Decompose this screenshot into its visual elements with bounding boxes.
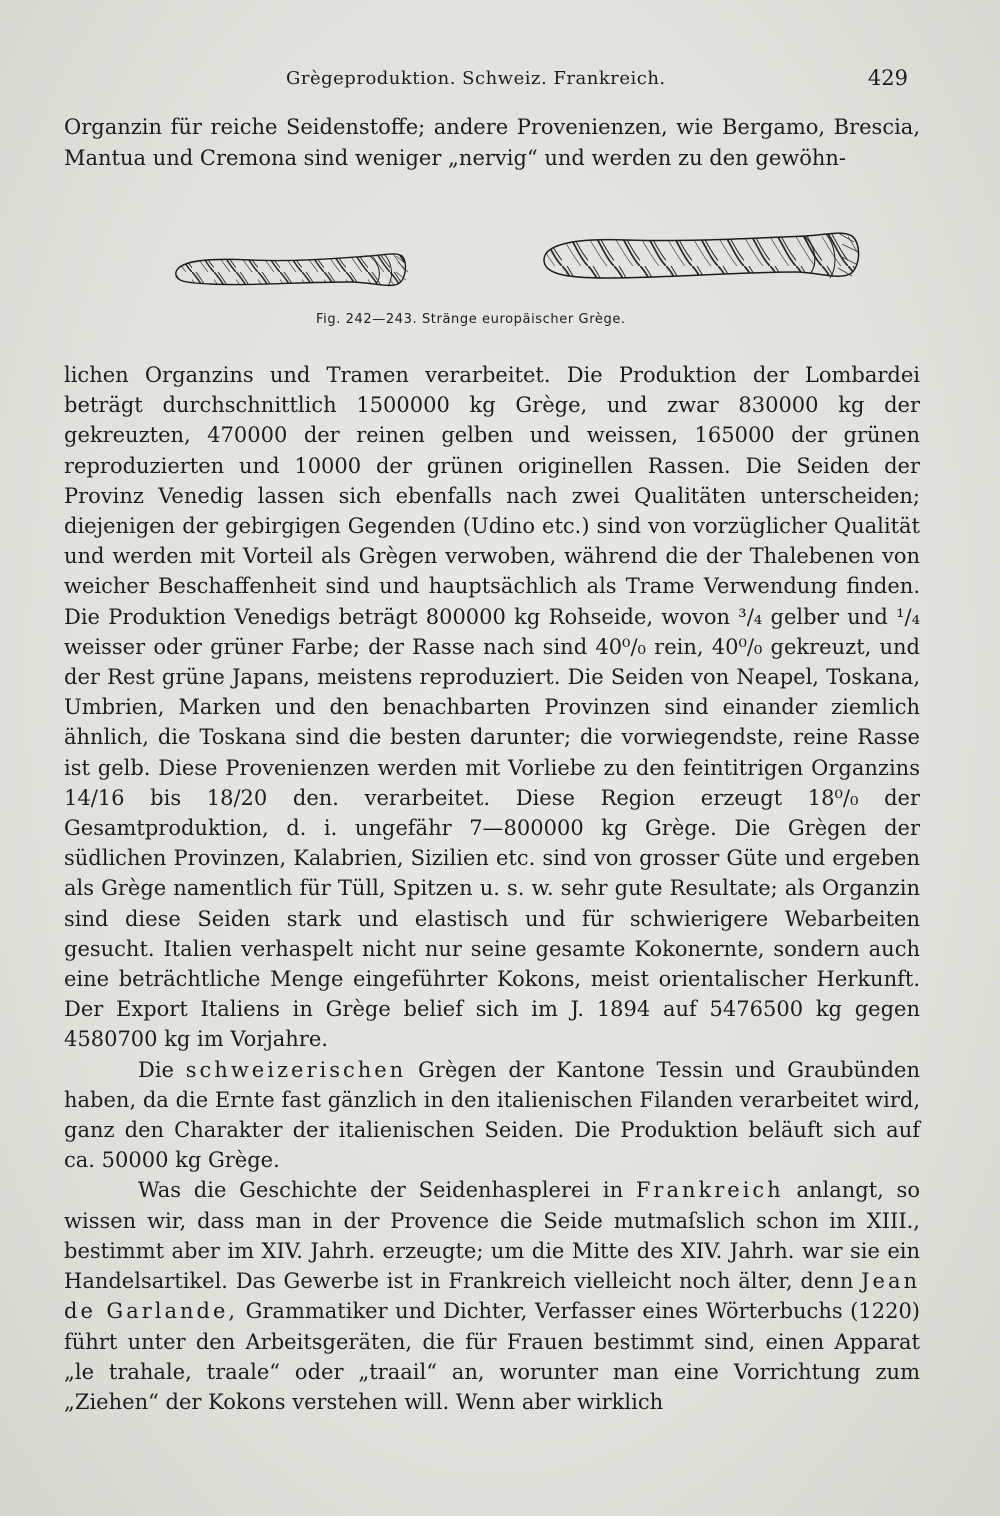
paragraph-schweiz <box>64 1055 920 1176</box>
paragraph-schweiz-body: Grègen der Kantone Tessin und Graubünden haben, da die Ernte fast gänzlich in den italienischen Filanden verarbeitet wird, ganz den Charakter der italienischen Seiden. Die Produktion beläuft sich auf ca. 50000 kg Grège. <box>64 1057 920 1173</box>
skein-illustration-right <box>536 226 866 290</box>
paragraph-schweiz-emphasis: schweizerischen <box>185 1057 407 1082</box>
intro-paragraph <box>64 112 920 174</box>
figure-caption: Fig. 242—243. Stränge europäischer Grège. <box>316 312 626 327</box>
paragraph-frankreich-middle: anlangt, so wissen wir, dass man in der Provence die Seide mutmaſslich schon im XIII., bestimmt aber im XIV. Jahrh. erzeugte; um die Mitte des XIV. Jahrh. war sie ein Handelsartikel. Das Gewerbe ist in Frankreich vielleicht noch älter, denn <box>64 1178 920 1294</box>
running-head <box>60 66 920 102</box>
figure-skeins <box>60 222 920 292</box>
paragraph-frankreich-emphasis: Frankreich <box>635 1178 784 1203</box>
paragraph-frankreich-body: Grammatiker und Dichter, Verfasser eines Wörterbuchs (1220) führt unter den Arbeitsgeräten, die für Frauen bestimmt sind, einen Apparat „le trahale, traale“ oder „traail“ an, worunter man eine Vorrichtung zum „Ziehen“ der Kokons verstehen will. Wenn aber wirklich <box>64 1299 920 1414</box>
intro-text: Organzin für reiche Seidenstoffe; andere Provenienzen, wie Bergamo, Brescia, Mantua und Cremona sind weniger „nervig“ und werden zu den gewöhn- <box>64 115 920 170</box>
paragraph-schweiz-lead: Die <box>138 1057 174 1082</box>
skein-illustration-left <box>170 242 410 302</box>
paragraph-frankreich <box>64 1175 920 1417</box>
main-text <box>64 360 920 1417</box>
paragraph-lombardei: lichen Organzins und Tramen verarbeitet. Die Produktion der Lombardei beträgt durchschnittlich 1500000 kg Grège, und zwar 830000 kg der gekreuzten, 470000 der reinen gelben und weissen, 165000 der grünen reproduzierten und 10000 der grünen originellen Rassen. Die Seiden der Provinz Venedig lassen sich ebenfalls nach zwei Qualitäten unterscheiden; diejenigen der gebirgigen Gegenden (Udino etc.) sind von vorzüglicher Qualität und werden mit Vorteil als Grègen verwoben, während die der Thalebenen von weicher Beschaffenheit sind und hauptsächlich als Trame Verwendung finden. Die Produktion Venedigs beträgt 800000 kg Rohseide, wovon ³/₄ gelber und ¹/₄ weisser oder grüner Farbe; der Rasse nach sind 40⁰/₀ rein, 40⁰/₀ gekreuzt, und der Rest grüne Japans, meistens reproduziert. Die Seiden von Neapel, Toskana, Umbrien, Marken und den benachbarten Provinzen sind einander ziemlich ähnlich, die Toskana sind die besten darunter; die vorwiegendste, reine Rasse ist gelb. Diese Provenienzen werden mit Vorliebe zu den feintitrigen Organzins 14/16 bis 18/20 den. verarbeitet. Diese Region erzeugt 18⁰/₀ der Gesamtproduktion, d. i. ungefähr 7—800000 kg Grège. Die Grègen der südlichen Provinzen, Kalabrien, Sizilien etc. sind von grosser Güte und ergeben als Grège namentlich für Tüll, Spitzen u. s. w. sehr gute Resultate; als Organzin sind diese Seiden stark und elastisch und für schwierigere Webarbeiten gesucht. Italien verhaspelt nicht nur seine gesamte Kokonernte, sondern auch eine beträchtliche Menge eingeführter Kokons, meist orientalischer Herkunft. Der Export Italiens in Grège belief sich im J. 1894 auf 5476500 kg gegen 4580700 kg im Vorjahre. <box>64 363 920 1052</box>
paragraph-frankreich-lead: Was die Geschichte der Seidenhasplerei in <box>138 1178 624 1203</box>
page-number: 429 <box>867 66 908 90</box>
paragraph-frankreich-name: Jean de Garlande, <box>64 1269 920 1324</box>
running-title: Grègeproduktion. Schweiz. Frankreich. <box>286 68 666 89</box>
